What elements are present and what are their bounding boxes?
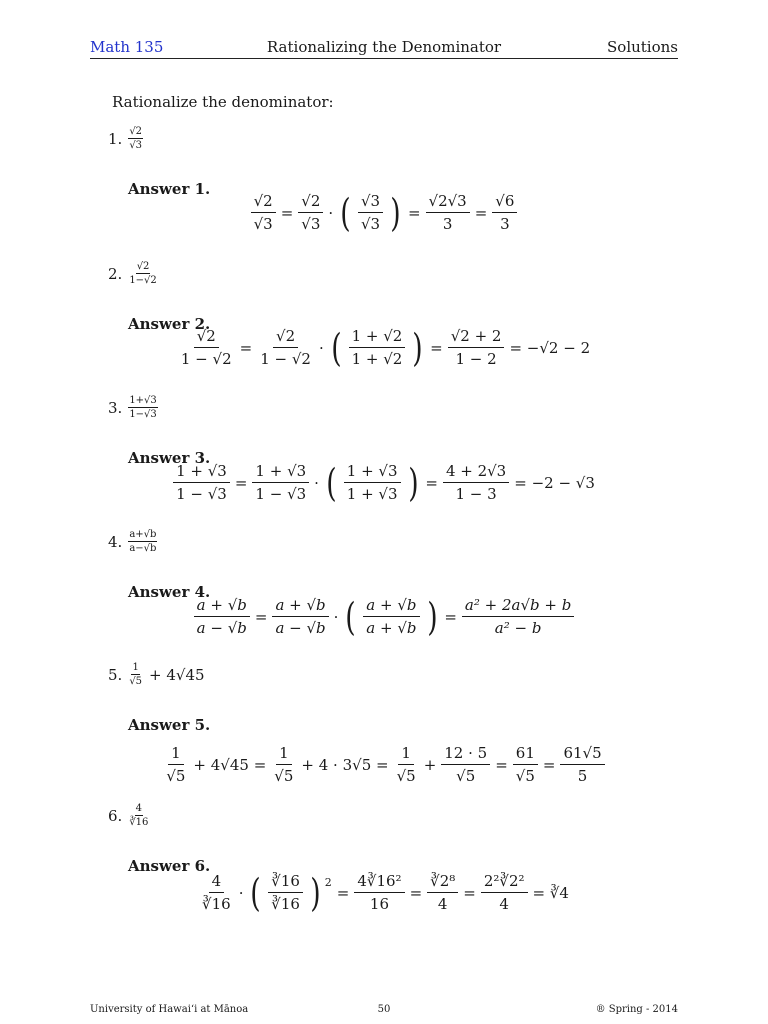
problem-expression: $\frac{4}{∛16}$ <box>129 803 149 828</box>
answer-label: Answer 3. <box>128 449 211 467</box>
problem-6 <box>108 803 149 828</box>
course-link[interactable]: Math 135 <box>90 38 164 56</box>
answer-2-equation: $\frac{√2}{1 - √2}$ = $\frac{√2}{1 - √2}$ · ( $\frac{1 + √2}{1 + √2}$ ) = $\frac{√2 + 2}{1 - 2}$ = −√2 − 2 <box>180 325 591 370</box>
problem-number: 6. <box>108 806 123 825</box>
problem-5 <box>108 662 205 687</box>
intro-text: Rationalize the denominator: <box>112 93 334 111</box>
problem-number: 5. <box>108 665 123 684</box>
problem-expression: $\frac{1}{√5}$ <box>129 662 143 687</box>
footer-institution: University of Hawai‘i at Mānoa <box>90 1004 249 1015</box>
problem-4 <box>108 529 157 554</box>
answer-label: Answer 1. <box>128 180 211 198</box>
answer-3-equation: $\frac{1 + √3}{1 - √3}$ = $\frac{1 + √3}{1 - √3}$ · ( $\frac{1 + √3}{1 + √3}$ ) = $\frac{4 + 2√3}{1 - 3}$ = −2 − √3 <box>0 462 768 503</box>
page-number: 50 <box>377 1004 391 1015</box>
answer-4-equation: $\frac{a + √b}{a - √b}$ = $\frac{a + √b}{a - √b}$ · ( $\frac{a + √b}{a + √b}$ ) = $\frac{\text{a² + 2a√b + b}}{\text{a² − b}}$ <box>0 596 768 637</box>
answer-1-equation: $\frac{√2}{√3}$ = $\frac{√2}{√3}$ · ( $\frac{√3}{√3}$ ) = $\frac{√2√3}{3}$ = $\frac{√6}{3}$ <box>0 192 768 233</box>
answer-5-equation: $\frac{1}{√5}$ + 4√45 = $\frac{1}{√5}$ + 4 · 3√5 = $\frac{1}{√5}$ + $\frac{12 \cdot 5}{√5}$ = $\frac{61}{√5}$ = $\frac{61√5}{5}$ <box>0 744 768 785</box>
problem-number: 3. <box>108 398 123 417</box>
answer-label: Answer 6. <box>128 857 211 875</box>
footer-term: ® Spring - 2014 <box>595 1004 678 1015</box>
problem-expression-tail: + 4√45 <box>149 665 205 684</box>
answer-label: Answer 2. <box>128 315 211 333</box>
page-title: Rationalizing the Denominator <box>266 38 502 56</box>
problem-expression: $\frac{a+√b}{a-√b}$ <box>129 529 157 554</box>
problem-expression: $\frac{√2}{√3}$ <box>129 126 143 151</box>
problem-expression: $\frac{√2}{1-√2}$ <box>129 261 157 286</box>
problem-number: 4. <box>108 532 123 551</box>
problem-number: 1. <box>108 129 123 148</box>
problem-expression: $\frac{1+√3}{1-√3}$ <box>129 395 157 420</box>
problem-number: 2. <box>108 264 123 283</box>
answer-label: Answer 5. <box>128 716 211 734</box>
section-label: Solutions <box>607 38 678 56</box>
answer-6-equation: $\frac{4}{∛16}$ · ( $\frac{∛16}{∛16}$ ) 2 = $\frac{\text{4∛16²}}{16}$ = $\frac{\text{∛2⁸}}{4}$ = $\frac{\text{2²∛2²}}{4}$ = ∛4 <box>202 870 569 915</box>
problem-3 <box>108 395 158 420</box>
page-header <box>90 38 678 59</box>
problem-2 <box>108 261 158 286</box>
answer-label: Answer 4. <box>128 583 211 601</box>
problem-1 <box>108 126 143 151</box>
